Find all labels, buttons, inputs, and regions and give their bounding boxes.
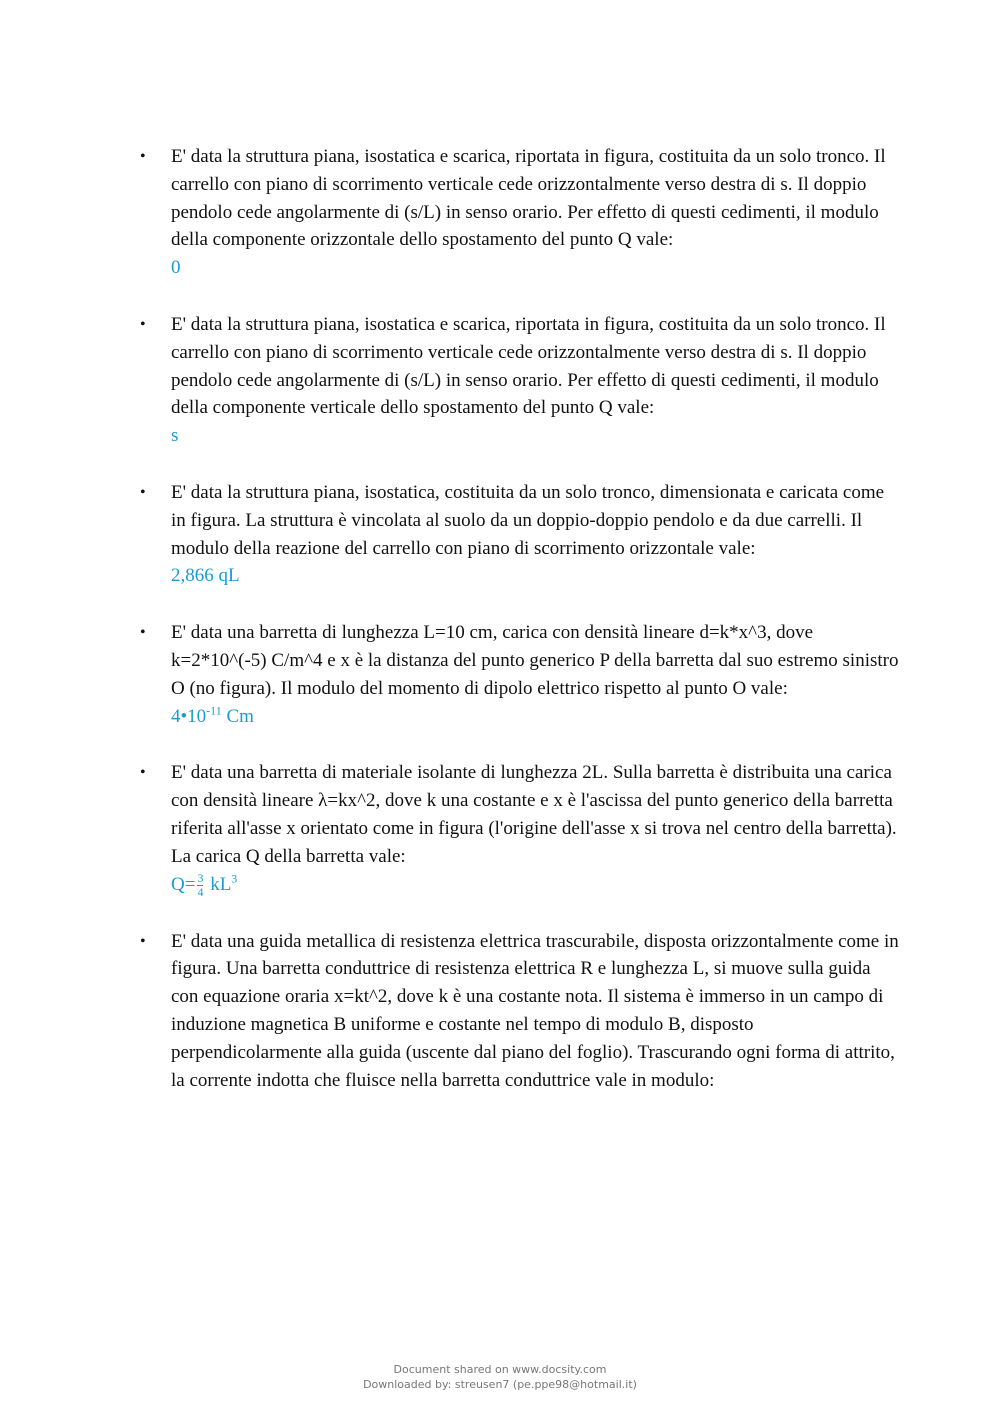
question-text: E' data una barretta di lunghezza L=10 cm, carica con densità lineare d=k*x^3, dove k=2*10^(-5) C/m^4 e x è la distanza del punto generico P della barretta dal suo estremo sinistro O (no figura). Il modulo del momento di dipolo elettrico rispetto al punto O vale: (171, 622, 899, 699)
bullet: • (140, 148, 146, 165)
answer-variable: kL (205, 873, 232, 895)
answer-text: s (171, 425, 179, 447)
question-item-4 (140, 619, 900, 730)
bullet: • (140, 764, 146, 782)
question-list (140, 143, 900, 1123)
answer-text: 0 (171, 257, 181, 279)
fraction-numerator: 3 (197, 870, 204, 885)
fraction-denominator: 4 (197, 884, 204, 899)
answer-text: 2,866 qL (171, 565, 240, 587)
answer-formula (171, 703, 900, 731)
bullet: • (140, 315, 146, 333)
answer-prefix: Q= (171, 873, 196, 895)
question-item-2 (140, 311, 900, 450)
question-item-1 (140, 143, 900, 282)
bullet: • (140, 483, 146, 501)
bullet: • (140, 624, 146, 642)
fraction (197, 872, 203, 899)
question-text: E' data la struttura piana, isostatica e scarica, riportata in figura, costituita da un solo tronco. Il carrello con piano di scorrimento verticale cede orizzontalmente verso destra di s. Il doppio pendolo cede angolarmente di (s/L) in senso orario. Per effetto di questi cedimenti, il modulo della componente orizzontale dello spostamento del punto Q vale: (171, 146, 886, 251)
question-item-6 (140, 928, 900, 1095)
question-text: E' data la struttura piana, isostatica, costituita da un solo tronco, dimensionata e caricata come in figura. La struttura è vincolata al suolo da un doppio-doppio pendolo e da due carrelli. Il modulo della reazione del carrello con piano di scorrimento orizzontale vale: (171, 481, 885, 559)
answer-exponent: -11 (206, 703, 222, 718)
footer-downloaded-line: Downloaded by: streusen7 (pe.ppe98@hotmail.it) (363, 1378, 637, 1391)
question-item-3 (140, 479, 900, 590)
footer-shared-line: Document shared on www.docsity.com (393, 1363, 607, 1376)
answer-exponent: 3 (231, 871, 238, 886)
question-text: E' data una barretta di materiale isolante di lunghezza 2L. Sulla barretta è distribuita una carica con densità lineare λ=kx^2, dove k una costante e x è l'ascissa del punto generico della barretta riferita all'asse x orientato come in figura (l'origine dell'asse x si trova nel centro della barretta). La carica Q della barretta vale: (171, 762, 897, 867)
question-item-5 (140, 759, 900, 898)
question-text: E' data la struttura piana, isostatica e scarica, riportata in figura, costituita da un solo tronco. Il carrello con piano di scorrimento verticale cede orizzontalmente verso destra di s. Il doppio pendolo cede angolarmente di (s/L) in senso orario. Per effetto di questi cedimenti, il modulo della componente verticale dello spostamento del punto Q vale: (171, 313, 886, 419)
bullet: • (140, 932, 146, 950)
answer-unit: Cm (221, 705, 254, 727)
question-text: E' data una guida metallica di resistenza elettrica trascurabile, disposta orizzontalmente come in figura. Una barretta conduttrice di resistenza elettrica R e lunghezza L, si muove sulla guida con equazione oraria x=kt^2, dove k è una costante nota. Il sistema è immerso in un campo di induzione magnetica B uniforme e costante nel tempo di modulo B, disposto perpendicolarmente alla guida (uscente dal piano del foglio). Trascurando ogni forma di attrito, la corrente indotta che fluisce nella barretta conduttrice vale in modulo: (171, 930, 899, 1091)
answer-base: 4•10 (171, 705, 207, 727)
answer-formula (171, 871, 900, 899)
